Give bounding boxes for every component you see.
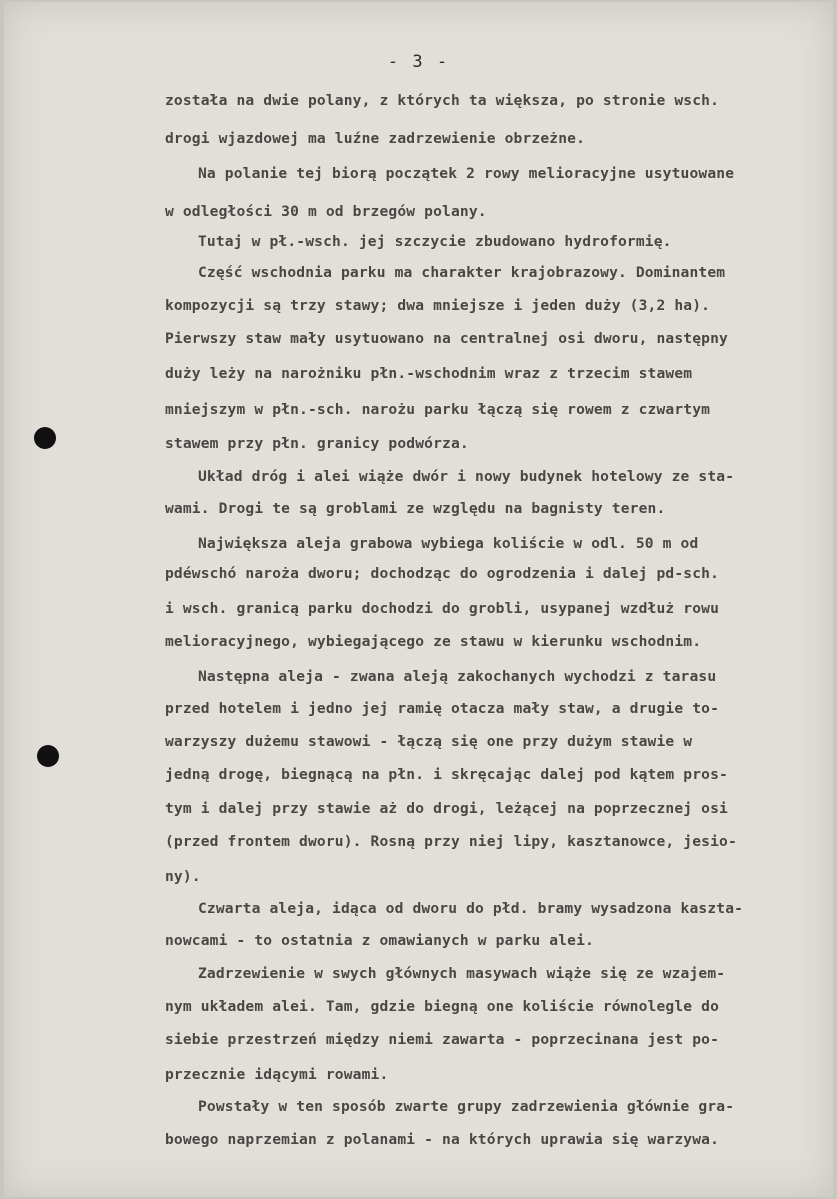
text-line: Największa aleja grabowa wybiega koliście w odl. 50 m od: [198, 535, 699, 552]
text-line: przed hotelem i jedno jej ramię otacza mały staw, a drugie to-: [165, 700, 720, 717]
text-line: wami. Drogi te są groblami ze względu na bagnisty teren.: [165, 500, 666, 517]
text-line: siebie przestrzeń między niemi zawarta - poprzecinana jest po-: [165, 1031, 720, 1048]
text-line: w odległości 30 m od brzegów polany.: [165, 203, 487, 220]
text-line: mniejszym w płn.-sch. narożu parku łączą się rowem z czwartym: [165, 401, 711, 418]
text-line: Układ dróg i alei wiąże dwór i nowy budynek hotelowy ze sta-: [198, 468, 735, 485]
page-number: - 3 -: [387, 52, 450, 72]
text-line: przecznie idącymi rowami.: [165, 1066, 389, 1083]
text-line: bowego naprzemian z polanami - na których uprawia się warzywa.: [165, 1131, 720, 1148]
text-line: pdéwschó naroża dworu; dochodząc do ogrodzenia i dalej pd-sch.: [165, 565, 720, 582]
text-line: została na dwie polany, z których ta większa, po stronie wsch.: [165, 92, 720, 109]
text-line: warzyszy dużemu stawowi - łączą się one przy dużym stawie w: [165, 733, 693, 750]
text-line: stawem przy płn. granicy podwórza.: [165, 435, 469, 452]
text-line: Pierwszy staw mały usytuowano na centralnej osi dworu, następny: [165, 330, 728, 347]
punch-hole: [37, 745, 59, 767]
text-line: Na polanie tej biorą początek 2 rowy melioracyjne usytuowane: [198, 165, 735, 182]
text-line: Powstały w ten sposób zwarte grupy zadrzewienia głównie gra-: [198, 1098, 735, 1115]
text-line: jedną drogę, biegnącą na płn. i skręcając dalej pod kątem pros-: [165, 766, 728, 783]
text-line: tym i dalej przy stawie aż do drogi, leżącej na poprzecznej osi: [165, 800, 728, 817]
text-line: Zadrzewienie w swych głównych masywach wiąże się ze wzajem-: [198, 965, 726, 982]
text-line: Następna aleja - zwana aleją zakochanych wychodzi z tarasu: [198, 668, 717, 685]
text-line: nowcami - to ostatnia z omawianych w parku alei.: [165, 932, 594, 949]
text-line: Czwarta aleja, idąca od dworu do płd. bramy wysadzona kaszta-: [198, 900, 744, 917]
text-line: duży leży na narożniku płn.-wschodnim wraz z trzecim stawem: [165, 365, 693, 382]
text-line: (przed frontem dworu). Rosną przy niej lipy, kasztanowce, jesio-: [165, 833, 737, 850]
text-line: ny).: [165, 868, 201, 885]
text-line: kompozycji są trzy stawy; dwa mniejsze i jeden duży (3,2 ha).: [165, 297, 711, 314]
text-line: nym układem alei. Tam, gdzie biegną one koliście równolegle do: [165, 998, 720, 1015]
text-line: Tutaj w pł.-wsch. jej szczycie zbudowano hydroformię.: [198, 233, 672, 250]
text-line: Część wschodnia parku ma charakter krajobrazowy. Dominantem: [198, 264, 726, 281]
text-line: melioracyjnego, wybiegającego ze stawu w kierunku wschodnim.: [165, 633, 702, 650]
punch-hole: [34, 427, 56, 449]
text-line: drogi wjazdowej ma luźne zadrzewienie obrzeżne.: [165, 130, 586, 147]
text-line: i wsch. granicą parku dochodzi do grobli, usypanej wzdłuż rowu: [165, 600, 720, 617]
